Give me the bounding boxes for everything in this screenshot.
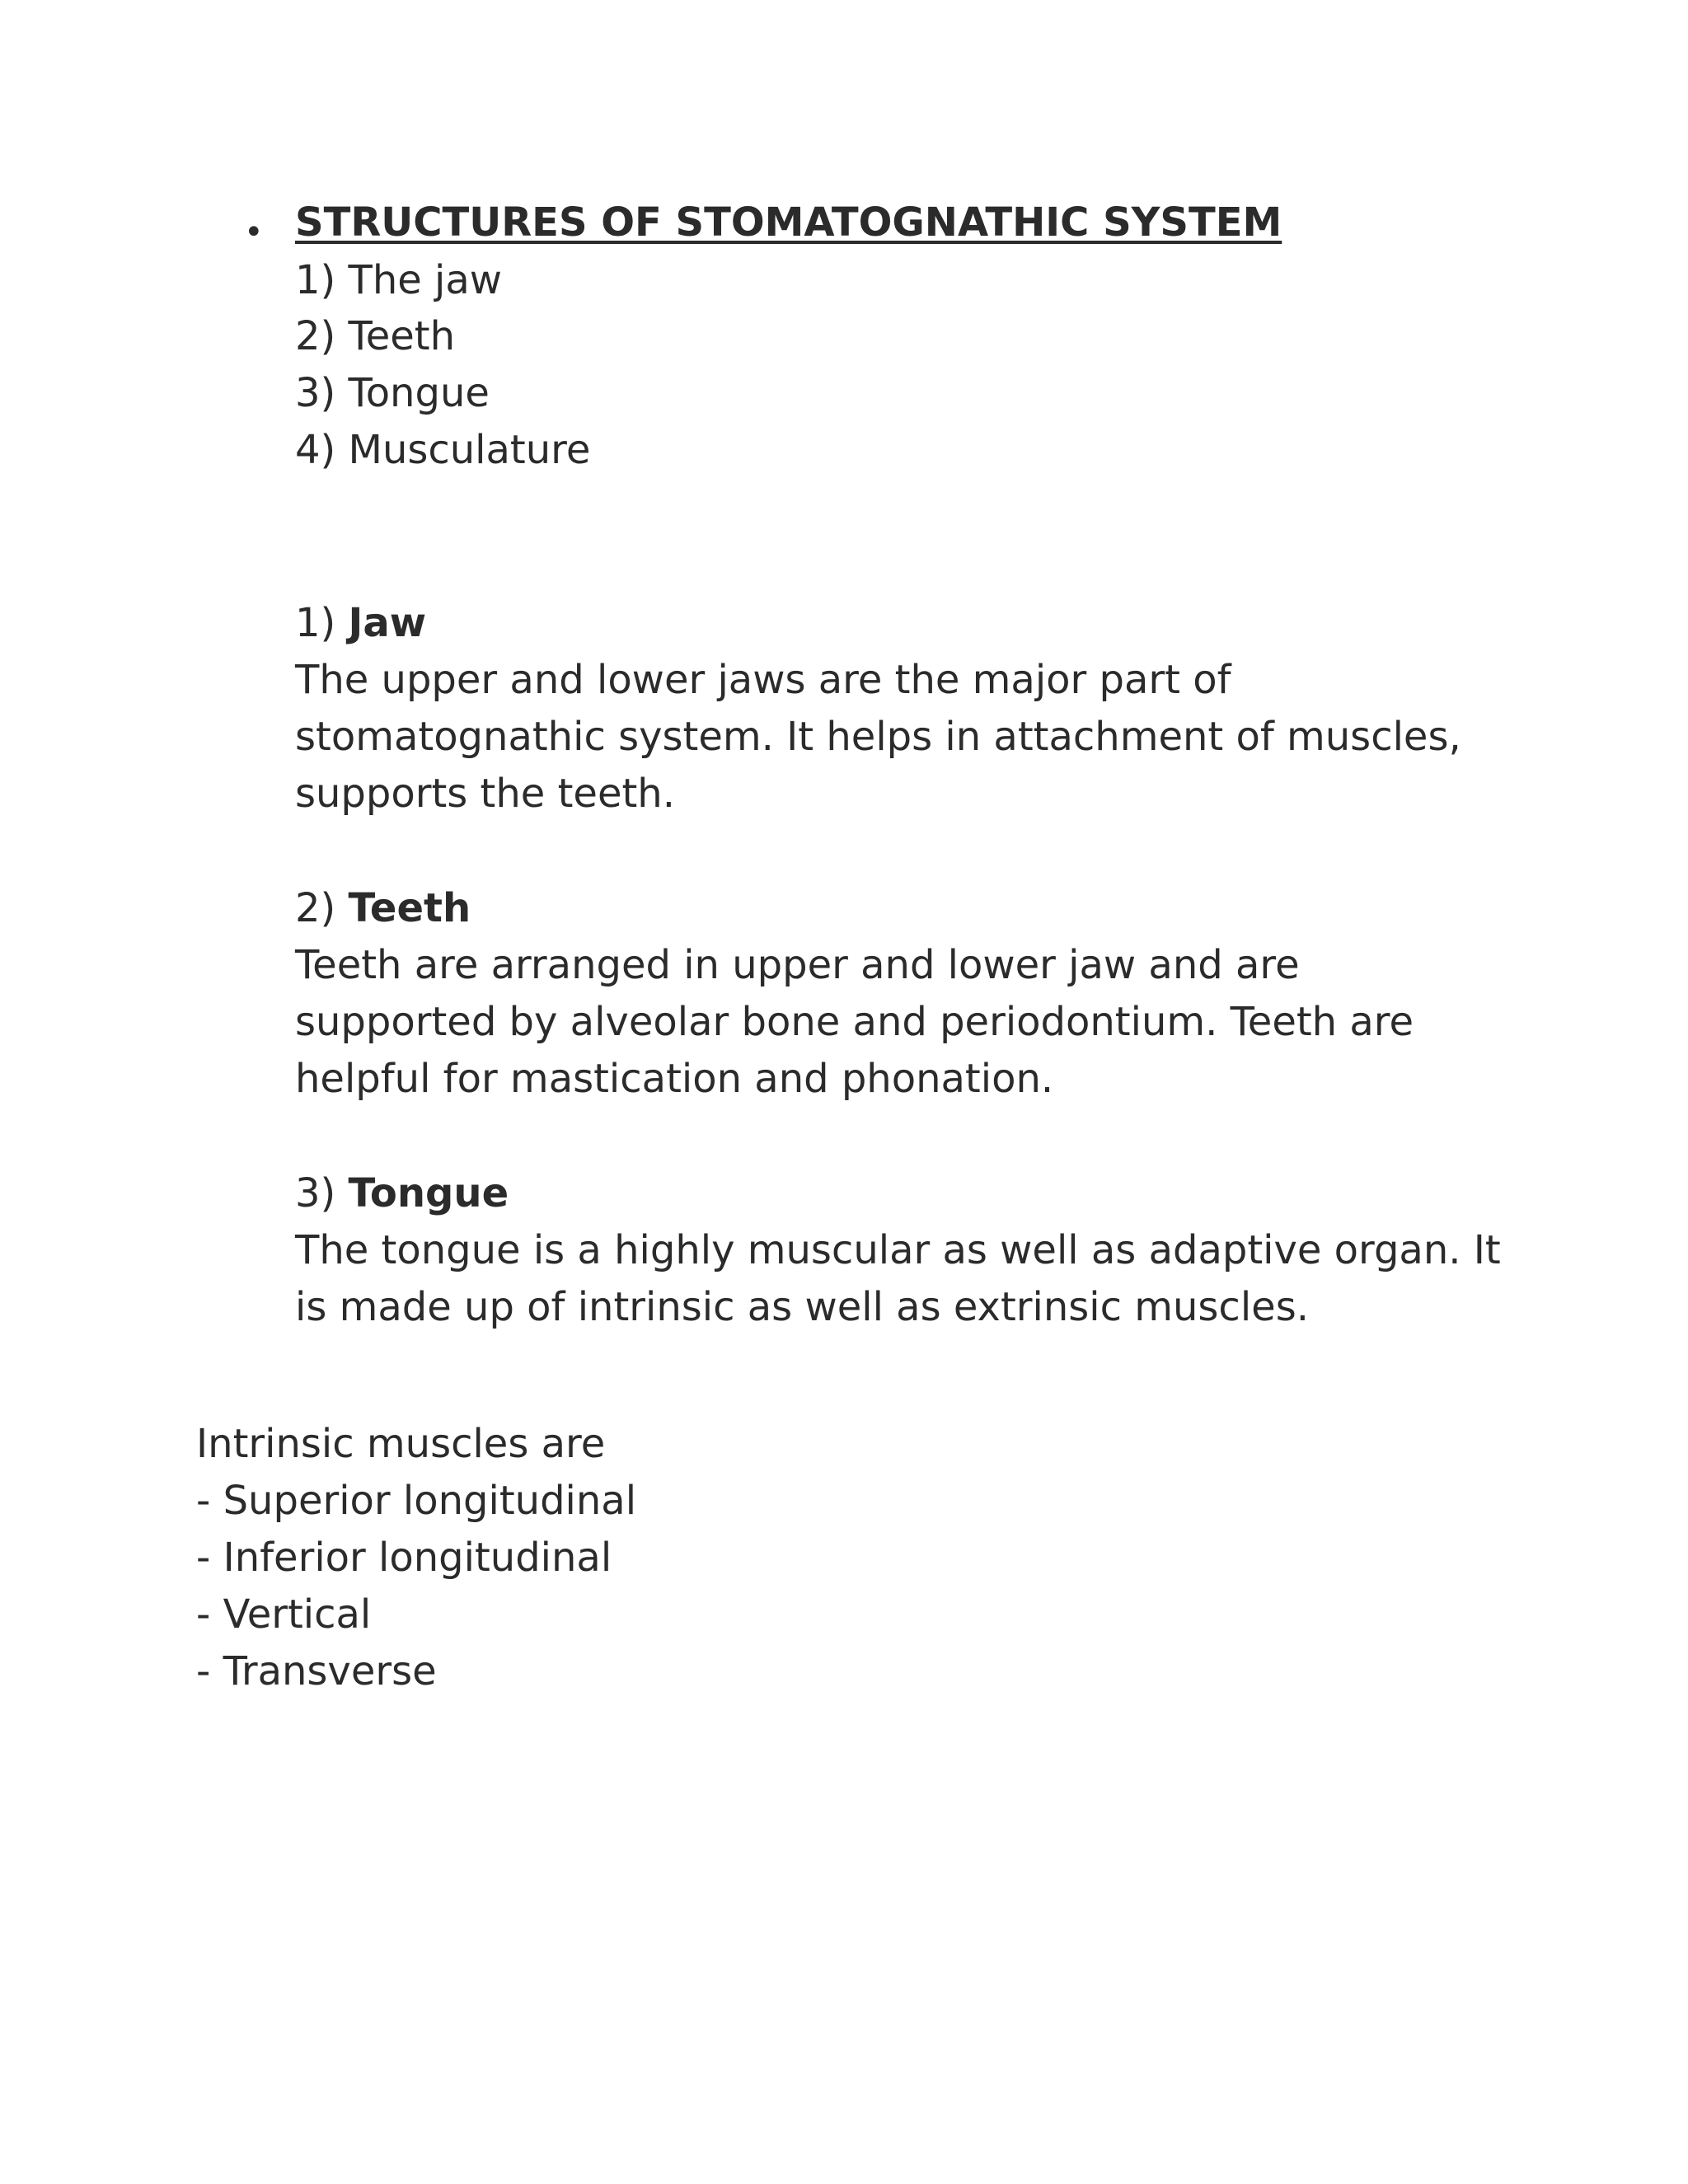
teeth-paragraph-line: supported by alveolar bone and periodontium. Teeth are [295,999,1414,1045]
list-item: 4) Musculature [295,427,591,473]
section-title: STRUCTURES OF STOMATOGNATHIC SYSTEM [295,199,1282,246]
intrinsic-list-item: - Transverse [196,1648,437,1694]
jaw-heading-number: 1) [295,600,349,646]
intrinsic-list-item: - Vertical [196,1591,372,1638]
jaw-paragraph-line: supports the teeth. [295,771,675,817]
jaw-paragraph-line: The upper and lower jaws are the major part of [295,657,1231,703]
teeth-paragraph-line: helpful for mastication and phonation. [295,1056,1054,1102]
tongue-heading-label: Tongue [348,1170,509,1216]
intrinsic-intro: Intrinsic muscles are [196,1421,606,1467]
list-item: 1) The jaw [295,257,503,303]
teeth-heading-number: 2) [295,885,349,931]
jaw-heading-label: Jaw [348,600,427,646]
list-item: 2) Teeth [295,313,455,359]
tongue-paragraph-line: is made up of intrinsic as well as extrinsic muscles. [295,1284,1309,1330]
teeth-heading [295,883,471,933]
bullet-icon: • [244,213,264,251]
teeth-paragraph-line: Teeth are arranged in upper and lower jaw and are [295,942,1300,988]
tongue-heading [295,1169,509,1218]
intrinsic-list-item: - Inferior longitudinal [196,1535,612,1581]
teeth-heading-label: Teeth [348,885,471,931]
jaw-heading [295,598,426,648]
intrinsic-list-item: - Superior longitudinal [196,1478,637,1524]
list-item: 3) Tongue [295,370,490,416]
jaw-paragraph-line: stomatognathic system. It helps in attachment of muscles, [295,714,1461,760]
tongue-heading-number: 3) [295,1170,349,1216]
tongue-paragraph-line: The tongue is a highly muscular as well as adaptive organ. It [295,1227,1501,1273]
